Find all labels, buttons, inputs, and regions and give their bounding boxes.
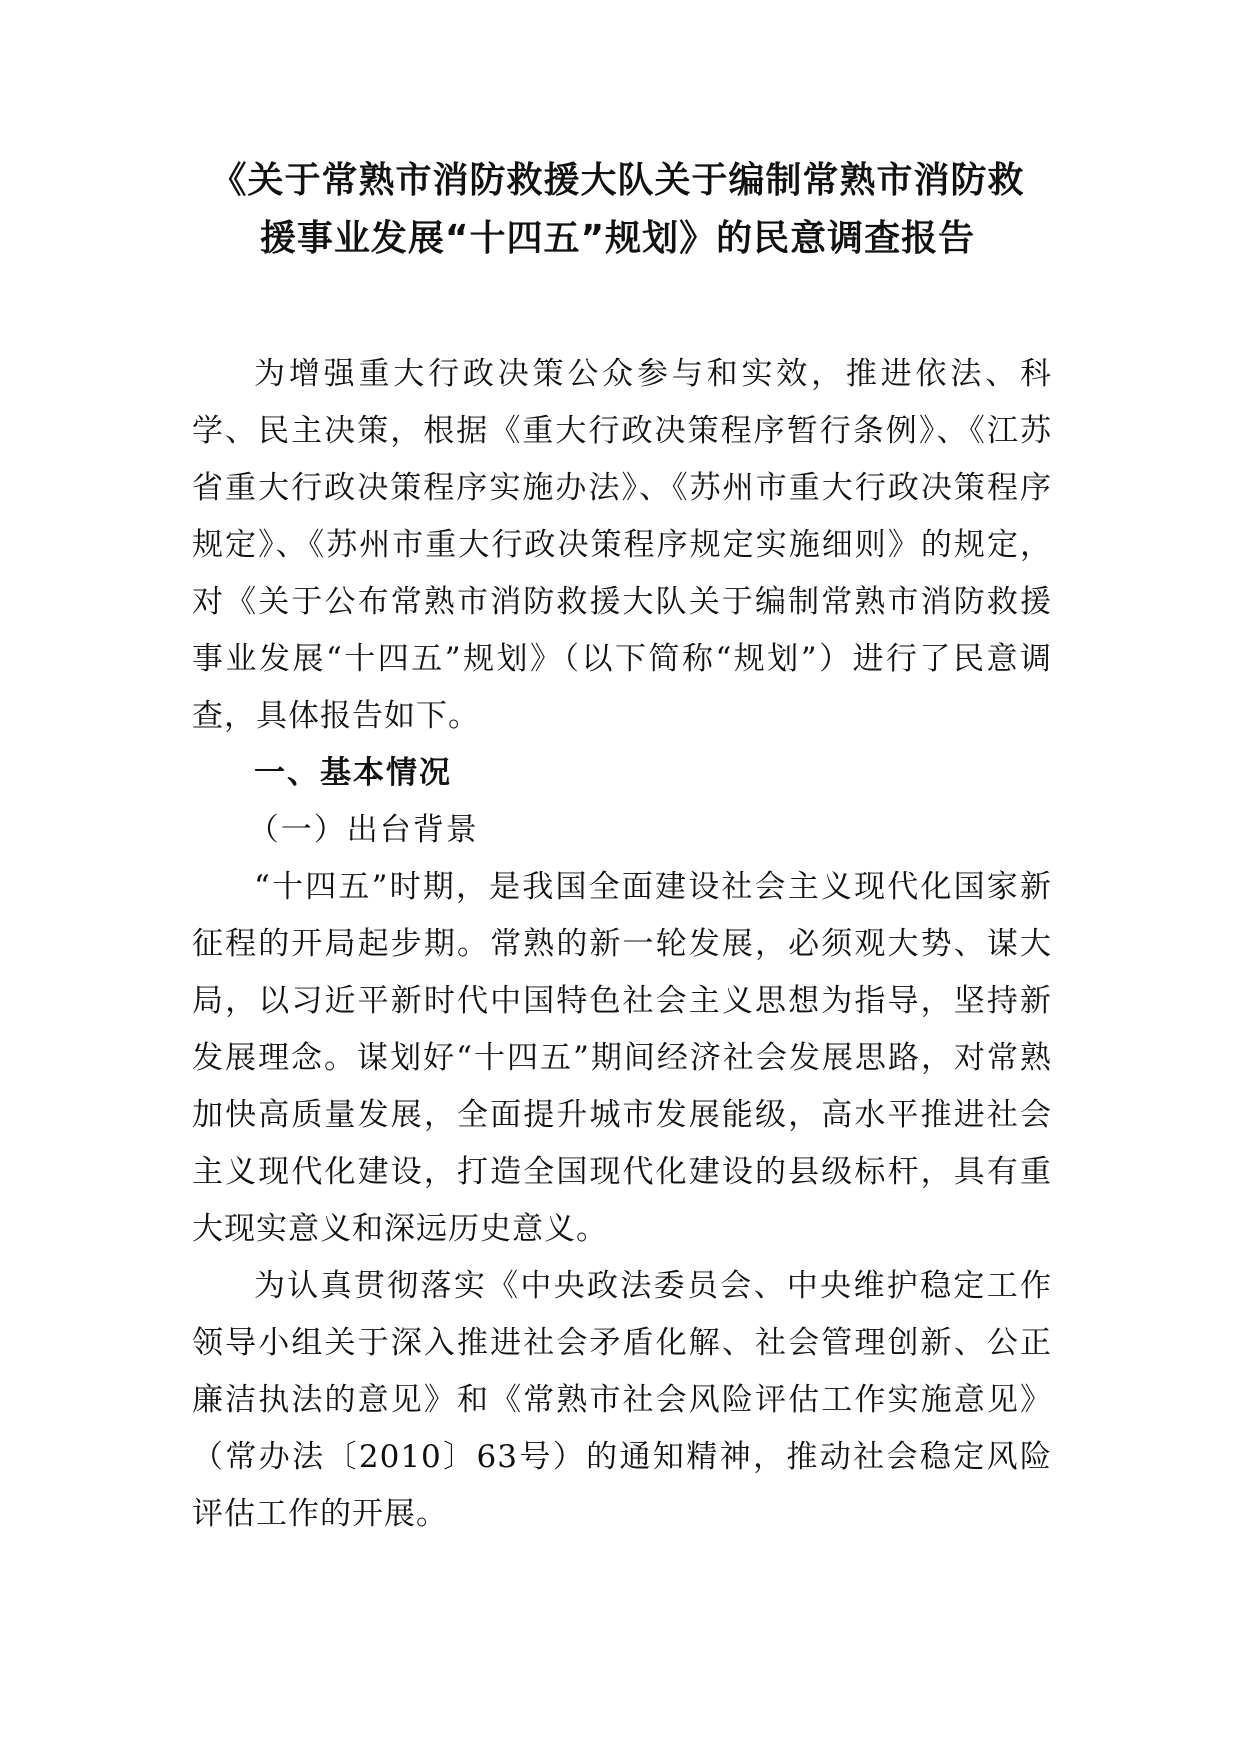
title-line-1: 《关于常熟市消防救援大队关于编制常熟市消防救 [210,160,1025,201]
document-title [150,152,1085,268]
document-body [192,346,1052,1543]
subsection-heading-background: （一）出台背景 [247,812,479,848]
background-paragraph-1: “十四五”时期，是我国全面建设社会主义现代化国家新征程的开局起步期。常熟的新一轮发展，必须观大势、谋大局，以习近平新时代中国特色社会主义思想为指导，坚持新发展理念。谋划好“十四五”期间经济社会发展思路，对常熟加快高质量发展，全面提升城市发展能级，高水平推进社会主义现代化建设，打造全国现代化建设的县级标杆，具有重大现实意义和深远历史意义。 [192,869,1052,1247]
section-heading-basic-situation: 一、基本情况 [254,755,452,791]
background-paragraph-2: 为认真贯彻落实《中央政法委员会、中央维护稳定工作领导小组关于深入推进社会矛盾化解、社会管理创新、公正廉洁执法的意见》和《常熟市社会风险评估工作实施意见》（常办法〔2010〕63号）的通知精神，推动社会稳定风险评估工作的开展。 [192,1268,1052,1532]
title-line-2: 援事业发展“十四五”规划》的民意调查报告 [259,218,976,259]
intro-paragraph: 为增强重大行政决策公众参与和实效，推进依法、科学、民主决策，根据《重大行政决策程序暂行条例》、《江苏省重大行政决策程序实施办法》、《苏州市重大行政决策程序规定》、《苏州市重大行政决策程序规定实施细则》的规定，对《关于公布常熟市消防救援大队关于编制常熟市消防救援事业发展“十四五”规划》（以下简称“规划”）进行了民意调查，具体报告如下。 [192,356,1052,734]
